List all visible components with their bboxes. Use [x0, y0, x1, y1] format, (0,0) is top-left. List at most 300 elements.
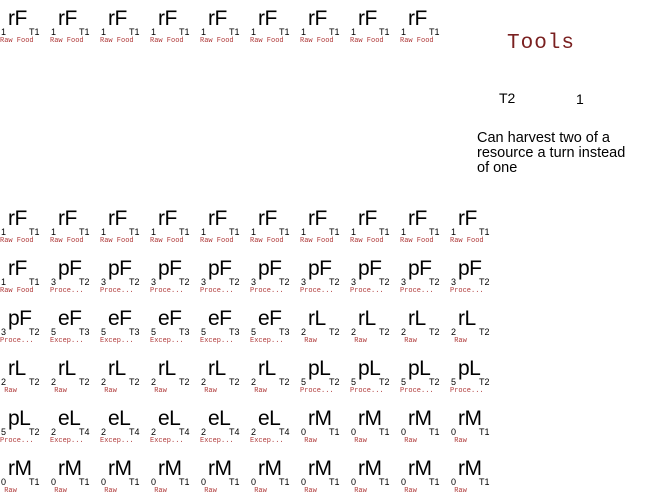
resource-label: Raw Food — [200, 37, 234, 45]
resource-code: rF — [158, 7, 177, 30]
resource-code: rF — [308, 207, 327, 230]
resource-tier: T1 — [229, 27, 240, 37]
resource-count: 1 — [51, 227, 57, 237]
resource-tier: T2 — [429, 377, 440, 387]
resource-count: 0 — [251, 477, 257, 487]
resource-count: 5 — [1, 427, 7, 437]
resource-label: Raw Food — [150, 237, 184, 245]
resource-card[interactable] — [300, 200, 348, 248]
resource-label: Excep... — [250, 437, 284, 445]
resource-code: rL — [8, 357, 26, 380]
resource-tier: T1 — [129, 27, 140, 37]
resource-card[interactable] — [200, 300, 248, 348]
resource-card[interactable] — [450, 250, 498, 298]
resource-tier: T2 — [229, 277, 240, 287]
resource-card[interactable] — [300, 250, 348, 298]
resource-card[interactable] — [0, 300, 48, 348]
resource-label: Excep... — [200, 437, 234, 445]
resource-count: 3 — [251, 277, 257, 287]
resource-tier: T2 — [29, 377, 40, 387]
resource-count: 1 — [251, 227, 257, 237]
resource-code: rM — [408, 457, 432, 480]
resource-code: rM — [308, 407, 332, 430]
resource-tier: T3 — [129, 327, 140, 337]
resource-code: rF — [8, 207, 27, 230]
resource-code: rF — [408, 207, 427, 230]
resource-label: Excep... — [100, 337, 134, 345]
resource-code: pF — [208, 257, 232, 280]
resource-card[interactable] — [400, 0, 448, 48]
resource-count: 1 — [251, 27, 257, 37]
resource-tier: T2 — [229, 377, 240, 387]
resource-code: rM — [458, 457, 482, 480]
resource-card[interactable] — [250, 200, 298, 248]
resource-tier: T1 — [429, 27, 440, 37]
resource-code: eF — [158, 307, 182, 330]
resource-count: 5 — [151, 327, 157, 337]
resource-card[interactable] — [450, 300, 498, 348]
resource-tier: T1 — [79, 227, 90, 237]
resource-tier: T1 — [379, 27, 390, 37]
resource-label: Raw Food — [400, 37, 434, 45]
resource-label: Excep... — [100, 437, 134, 445]
resource-code: eL — [208, 407, 231, 430]
resource-card[interactable] — [100, 450, 148, 498]
resource-label: Raw Food — [300, 237, 334, 245]
resource-count: 1 — [451, 227, 457, 237]
resource-tier: T1 — [429, 227, 440, 237]
resource-card[interactable] — [250, 400, 298, 448]
resource-code: rF — [58, 207, 77, 230]
panel-description: Can harvest two of a resource a turn instead of one — [477, 130, 626, 176]
resource-code: pF — [58, 257, 82, 280]
resource-tier: T2 — [79, 377, 90, 387]
resource-card[interactable] — [150, 300, 198, 348]
resource-label: Raw Food — [250, 37, 284, 45]
resource-code: rF — [258, 207, 277, 230]
resource-tier: T2 — [179, 277, 190, 287]
resource-label: Raw — [350, 337, 367, 345]
resource-count: 1 — [201, 27, 207, 37]
resource-count: 2 — [201, 427, 207, 437]
resource-count: 3 — [451, 277, 457, 287]
resource-code: rL — [458, 307, 476, 330]
resource-count: 3 — [151, 277, 157, 287]
resource-label: Raw — [150, 387, 167, 395]
resource-card[interactable] — [200, 250, 248, 298]
resource-tier: T1 — [379, 477, 390, 487]
resource-label: Raw Food — [300, 37, 334, 45]
resource-count: 0 — [301, 477, 307, 487]
resource-code: pL — [308, 357, 331, 380]
resource-count: 2 — [51, 377, 57, 387]
resource-card[interactable] — [250, 300, 298, 348]
resource-code: rL — [158, 357, 176, 380]
resource-card[interactable] — [350, 200, 398, 248]
resource-label: Excep... — [50, 437, 84, 445]
resource-count: 1 — [351, 27, 357, 37]
resource-code: rL — [208, 357, 226, 380]
resource-label: Raw Food — [200, 237, 234, 245]
resource-code: rF — [208, 207, 227, 230]
resource-tier: T4 — [229, 427, 240, 437]
resource-tier: T2 — [379, 327, 390, 337]
resource-code: eL — [158, 407, 181, 430]
resource-label: Raw Food — [100, 237, 134, 245]
resource-tier: T1 — [129, 477, 140, 487]
resource-label: Raw — [150, 487, 167, 495]
panel-title: Tools — [507, 32, 576, 55]
resource-label: Raw — [200, 387, 217, 395]
resource-card[interactable] — [250, 0, 298, 48]
resource-count: 1 — [401, 227, 407, 237]
resource-tier: T1 — [379, 427, 390, 437]
resource-code: pL — [458, 357, 481, 380]
resource-tier: T3 — [279, 327, 290, 337]
resource-card[interactable] — [50, 250, 98, 298]
resource-tier: T1 — [429, 477, 440, 487]
resource-code: rF — [208, 7, 227, 30]
resource-tier: T1 — [329, 27, 340, 37]
resource-tier: T2 — [129, 277, 140, 287]
resource-code: rL — [58, 357, 76, 380]
resource-card[interactable] — [400, 200, 448, 248]
resource-tier: T1 — [29, 477, 40, 487]
resource-label: Raw — [450, 337, 467, 345]
resource-code: rF — [308, 7, 327, 30]
resource-count: 5 — [201, 327, 207, 337]
resource-card[interactable] — [350, 350, 398, 398]
resource-tier: T4 — [129, 427, 140, 437]
resource-card[interactable] — [150, 450, 198, 498]
resource-count: 2 — [251, 377, 257, 387]
resource-code: rF — [108, 7, 127, 30]
resource-card[interactable] — [0, 200, 48, 248]
resource-code: rM — [158, 457, 182, 480]
resource-count: 2 — [151, 427, 157, 437]
resource-code: pL — [408, 357, 431, 380]
resource-card[interactable] — [100, 300, 148, 348]
resource-count: 0 — [401, 477, 407, 487]
resource-count: 3 — [301, 277, 307, 287]
resource-card[interactable] — [50, 400, 98, 448]
resource-count: 2 — [251, 427, 257, 437]
resource-card[interactable] — [200, 200, 248, 248]
resource-count: 3 — [401, 277, 407, 287]
resource-code: pF — [308, 257, 332, 280]
panel-count: 1 — [576, 91, 584, 107]
resource-label: Raw — [400, 487, 417, 495]
resource-card[interactable] — [350, 250, 398, 298]
resource-card[interactable] — [350, 300, 398, 348]
resource-card[interactable] — [100, 350, 148, 398]
resource-code: pL — [8, 407, 31, 430]
resource-label: Proce... — [200, 287, 234, 295]
resource-label: Raw — [100, 387, 117, 395]
resource-count: 0 — [401, 427, 407, 437]
resource-count: 2 — [101, 427, 107, 437]
resource-label: Raw — [250, 387, 267, 395]
resource-card[interactable] — [150, 350, 198, 398]
resource-tier: T1 — [129, 227, 140, 237]
resource-label: Raw — [0, 487, 17, 495]
resource-code: rM — [208, 457, 232, 480]
resource-card[interactable] — [300, 300, 348, 348]
resource-tier: T1 — [479, 427, 490, 437]
resource-tier: T2 — [29, 427, 40, 437]
resource-code: pF — [258, 257, 282, 280]
resource-card[interactable] — [50, 300, 98, 348]
resource-tier: T2 — [329, 277, 340, 287]
resource-label: Excep... — [150, 437, 184, 445]
resource-label: Proce... — [350, 287, 384, 295]
resource-card[interactable] — [100, 0, 148, 48]
resource-label: Raw Food — [0, 37, 34, 45]
resource-code: rF — [8, 7, 27, 30]
resource-tier: T3 — [229, 327, 240, 337]
resource-card[interactable] — [0, 400, 48, 448]
resource-tier: T2 — [479, 277, 490, 287]
resource-code: rM — [108, 457, 132, 480]
resource-count: 1 — [401, 27, 407, 37]
resource-tier: T3 — [79, 327, 90, 337]
resource-label: Raw — [200, 487, 217, 495]
resource-code: rL — [258, 357, 276, 380]
resource-label: Proce... — [300, 387, 334, 395]
resource-card[interactable] — [50, 0, 98, 48]
resource-code: rF — [458, 207, 477, 230]
resource-count: 3 — [101, 277, 107, 287]
resource-card[interactable] — [0, 350, 48, 398]
resource-tier: T4 — [179, 427, 190, 437]
resource-count: 1 — [151, 27, 157, 37]
resource-tier: T2 — [379, 277, 390, 287]
resource-label: Raw Food — [350, 237, 384, 245]
resource-code: rF — [108, 207, 127, 230]
resource-label: Raw Food — [100, 37, 134, 45]
resource-code: pL — [358, 357, 381, 380]
resource-code: eF — [208, 307, 232, 330]
resource-card[interactable] — [150, 400, 198, 448]
resource-tier: T1 — [479, 477, 490, 487]
resource-tier: T3 — [179, 327, 190, 337]
resource-tier: T1 — [279, 227, 290, 237]
resource-card[interactable] — [450, 400, 498, 448]
resource-card[interactable] — [50, 350, 98, 398]
resource-card[interactable] — [100, 400, 148, 448]
resource-code: eL — [258, 407, 281, 430]
resource-count: 1 — [1, 227, 7, 237]
resource-card[interactable] — [50, 450, 98, 498]
resource-card[interactable] — [200, 400, 248, 448]
resource-card[interactable] — [50, 200, 98, 248]
resource-label: Raw Food — [0, 287, 34, 295]
resource-count: 1 — [101, 227, 107, 237]
resource-code: eF — [58, 307, 82, 330]
resource-card[interactable] — [0, 0, 48, 48]
resource-tier: T1 — [179, 27, 190, 37]
resource-label: Raw Food — [400, 237, 434, 245]
resource-count: 3 — [1, 327, 7, 337]
resource-card[interactable] — [300, 450, 348, 498]
resource-tier: T1 — [29, 27, 40, 37]
resource-code: rF — [258, 7, 277, 30]
resource-tier: T1 — [429, 427, 440, 437]
resource-code: rF — [408, 7, 427, 30]
resource-count: 0 — [351, 427, 357, 437]
resource-card[interactable] — [250, 450, 298, 498]
resource-count: 1 — [1, 27, 7, 37]
resource-code: pF — [158, 257, 182, 280]
resource-code: rL — [358, 307, 376, 330]
resource-count: 5 — [351, 377, 357, 387]
resource-code: eL — [58, 407, 81, 430]
resource-code: rF — [158, 207, 177, 230]
resource-label: Raw — [350, 487, 367, 495]
resource-count: 5 — [301, 377, 307, 387]
resource-code: rL — [108, 357, 126, 380]
resource-label: Proce... — [400, 287, 434, 295]
resource-code: rF — [358, 7, 377, 30]
resource-card[interactable] — [0, 450, 48, 498]
resource-tier: T1 — [179, 227, 190, 237]
resource-label: Proce... — [100, 287, 134, 295]
resource-card[interactable] — [400, 350, 448, 398]
resource-label: Proce... — [0, 337, 34, 345]
resource-label: Proce... — [0, 437, 34, 445]
resource-count: 1 — [351, 227, 357, 237]
resource-label: Proce... — [150, 287, 184, 295]
resource-label: Proce... — [250, 287, 284, 295]
resource-tier: T1 — [79, 27, 90, 37]
resource-tier: T2 — [129, 377, 140, 387]
resource-count: 2 — [51, 427, 57, 437]
resource-count: 1 — [151, 227, 157, 237]
resource-card[interactable] — [300, 350, 348, 398]
resource-card[interactable] — [0, 250, 48, 298]
resource-code: rM — [458, 407, 482, 430]
resource-tier: T1 — [179, 477, 190, 487]
resource-tier: T1 — [329, 227, 340, 237]
resource-card-grid — [0, 200, 510, 500]
resource-label: Raw Food — [50, 37, 84, 45]
resource-code: pF — [408, 257, 432, 280]
panel-tier: T2 — [499, 90, 516, 106]
resource-tier: T2 — [429, 327, 440, 337]
resource-count: 1 — [101, 27, 107, 37]
resource-count: 2 — [351, 327, 357, 337]
resource-tier: T2 — [379, 377, 390, 387]
resource-label: Raw — [350, 437, 367, 445]
resource-label: Raw — [50, 487, 67, 495]
resource-tier: T1 — [279, 477, 290, 487]
resource-code: rM — [258, 457, 282, 480]
resource-code: rM — [58, 457, 82, 480]
resource-count: 5 — [251, 327, 257, 337]
resource-card[interactable] — [150, 0, 198, 48]
resource-count: 2 — [201, 377, 207, 387]
resource-card[interactable] — [450, 350, 498, 398]
resource-count: 0 — [101, 477, 107, 487]
resource-card[interactable] — [150, 250, 198, 298]
resource-label: Raw — [100, 487, 117, 495]
resource-card[interactable] — [250, 350, 298, 398]
resource-count: 2 — [301, 327, 307, 337]
resource-card[interactable] — [300, 400, 348, 448]
resource-code: pF — [358, 257, 382, 280]
resource-card[interactable] — [400, 300, 448, 348]
resource-card[interactable] — [350, 400, 398, 448]
resource-card[interactable] — [450, 450, 498, 498]
resource-card[interactable] — [400, 400, 448, 448]
resource-tier: T1 — [229, 227, 240, 237]
resource-card[interactable] — [200, 450, 248, 498]
resource-count: 0 — [1, 477, 7, 487]
resource-tier: T2 — [279, 377, 290, 387]
resource-label: Excep... — [150, 337, 184, 345]
resource-count: 2 — [401, 327, 407, 337]
resource-code: eL — [108, 407, 131, 430]
resource-count: 1 — [201, 227, 207, 237]
resource-card[interactable] — [350, 450, 398, 498]
resource-label: Proce... — [350, 387, 384, 395]
resource-card[interactable] — [450, 200, 498, 248]
resource-card[interactable] — [250, 250, 298, 298]
resource-card[interactable] — [400, 250, 448, 298]
resource-tier: T2 — [479, 327, 490, 337]
resource-count: 0 — [351, 477, 357, 487]
resource-label: Raw Food — [250, 237, 284, 245]
resource-card[interactable] — [150, 200, 198, 248]
resource-card[interactable] — [400, 450, 448, 498]
resource-label: Raw — [400, 437, 417, 445]
resource-label: Raw — [250, 487, 267, 495]
resource-card[interactable] — [200, 350, 248, 398]
resource-card[interactable] — [100, 250, 148, 298]
resource-code: rF — [358, 207, 377, 230]
resource-tier: T2 — [179, 377, 190, 387]
resource-label: Raw Food — [0, 237, 34, 245]
resource-count: 5 — [401, 377, 407, 387]
resource-card[interactable] — [100, 200, 148, 248]
resource-tier: T2 — [79, 277, 90, 287]
resource-card[interactable] — [200, 0, 248, 48]
resource-code: pF — [108, 257, 132, 280]
resource-tier: T2 — [329, 327, 340, 337]
resource-count: 1 — [51, 27, 57, 37]
resource-card[interactable] — [350, 0, 398, 48]
resource-count: 2 — [151, 377, 157, 387]
resource-count: 2 — [451, 327, 457, 337]
resource-label: Raw — [300, 487, 317, 495]
resource-tier: T2 — [479, 377, 490, 387]
resource-card[interactable] — [300, 0, 348, 48]
resource-count: 5 — [451, 377, 457, 387]
resource-code: rM — [8, 457, 32, 480]
resource-code: rM — [358, 457, 382, 480]
resource-label: Excep... — [200, 337, 234, 345]
resource-count: 2 — [1, 377, 7, 387]
resource-label: Raw — [300, 437, 317, 445]
resource-code: rL — [408, 307, 426, 330]
resource-label: Raw Food — [150, 37, 184, 45]
resource-tier: T2 — [429, 277, 440, 287]
resource-count: 0 — [451, 477, 457, 487]
resource-label: Raw Food — [50, 237, 84, 245]
resource-tier: T2 — [29, 327, 40, 337]
resource-label: Proce... — [400, 387, 434, 395]
resource-code: eF — [108, 307, 132, 330]
